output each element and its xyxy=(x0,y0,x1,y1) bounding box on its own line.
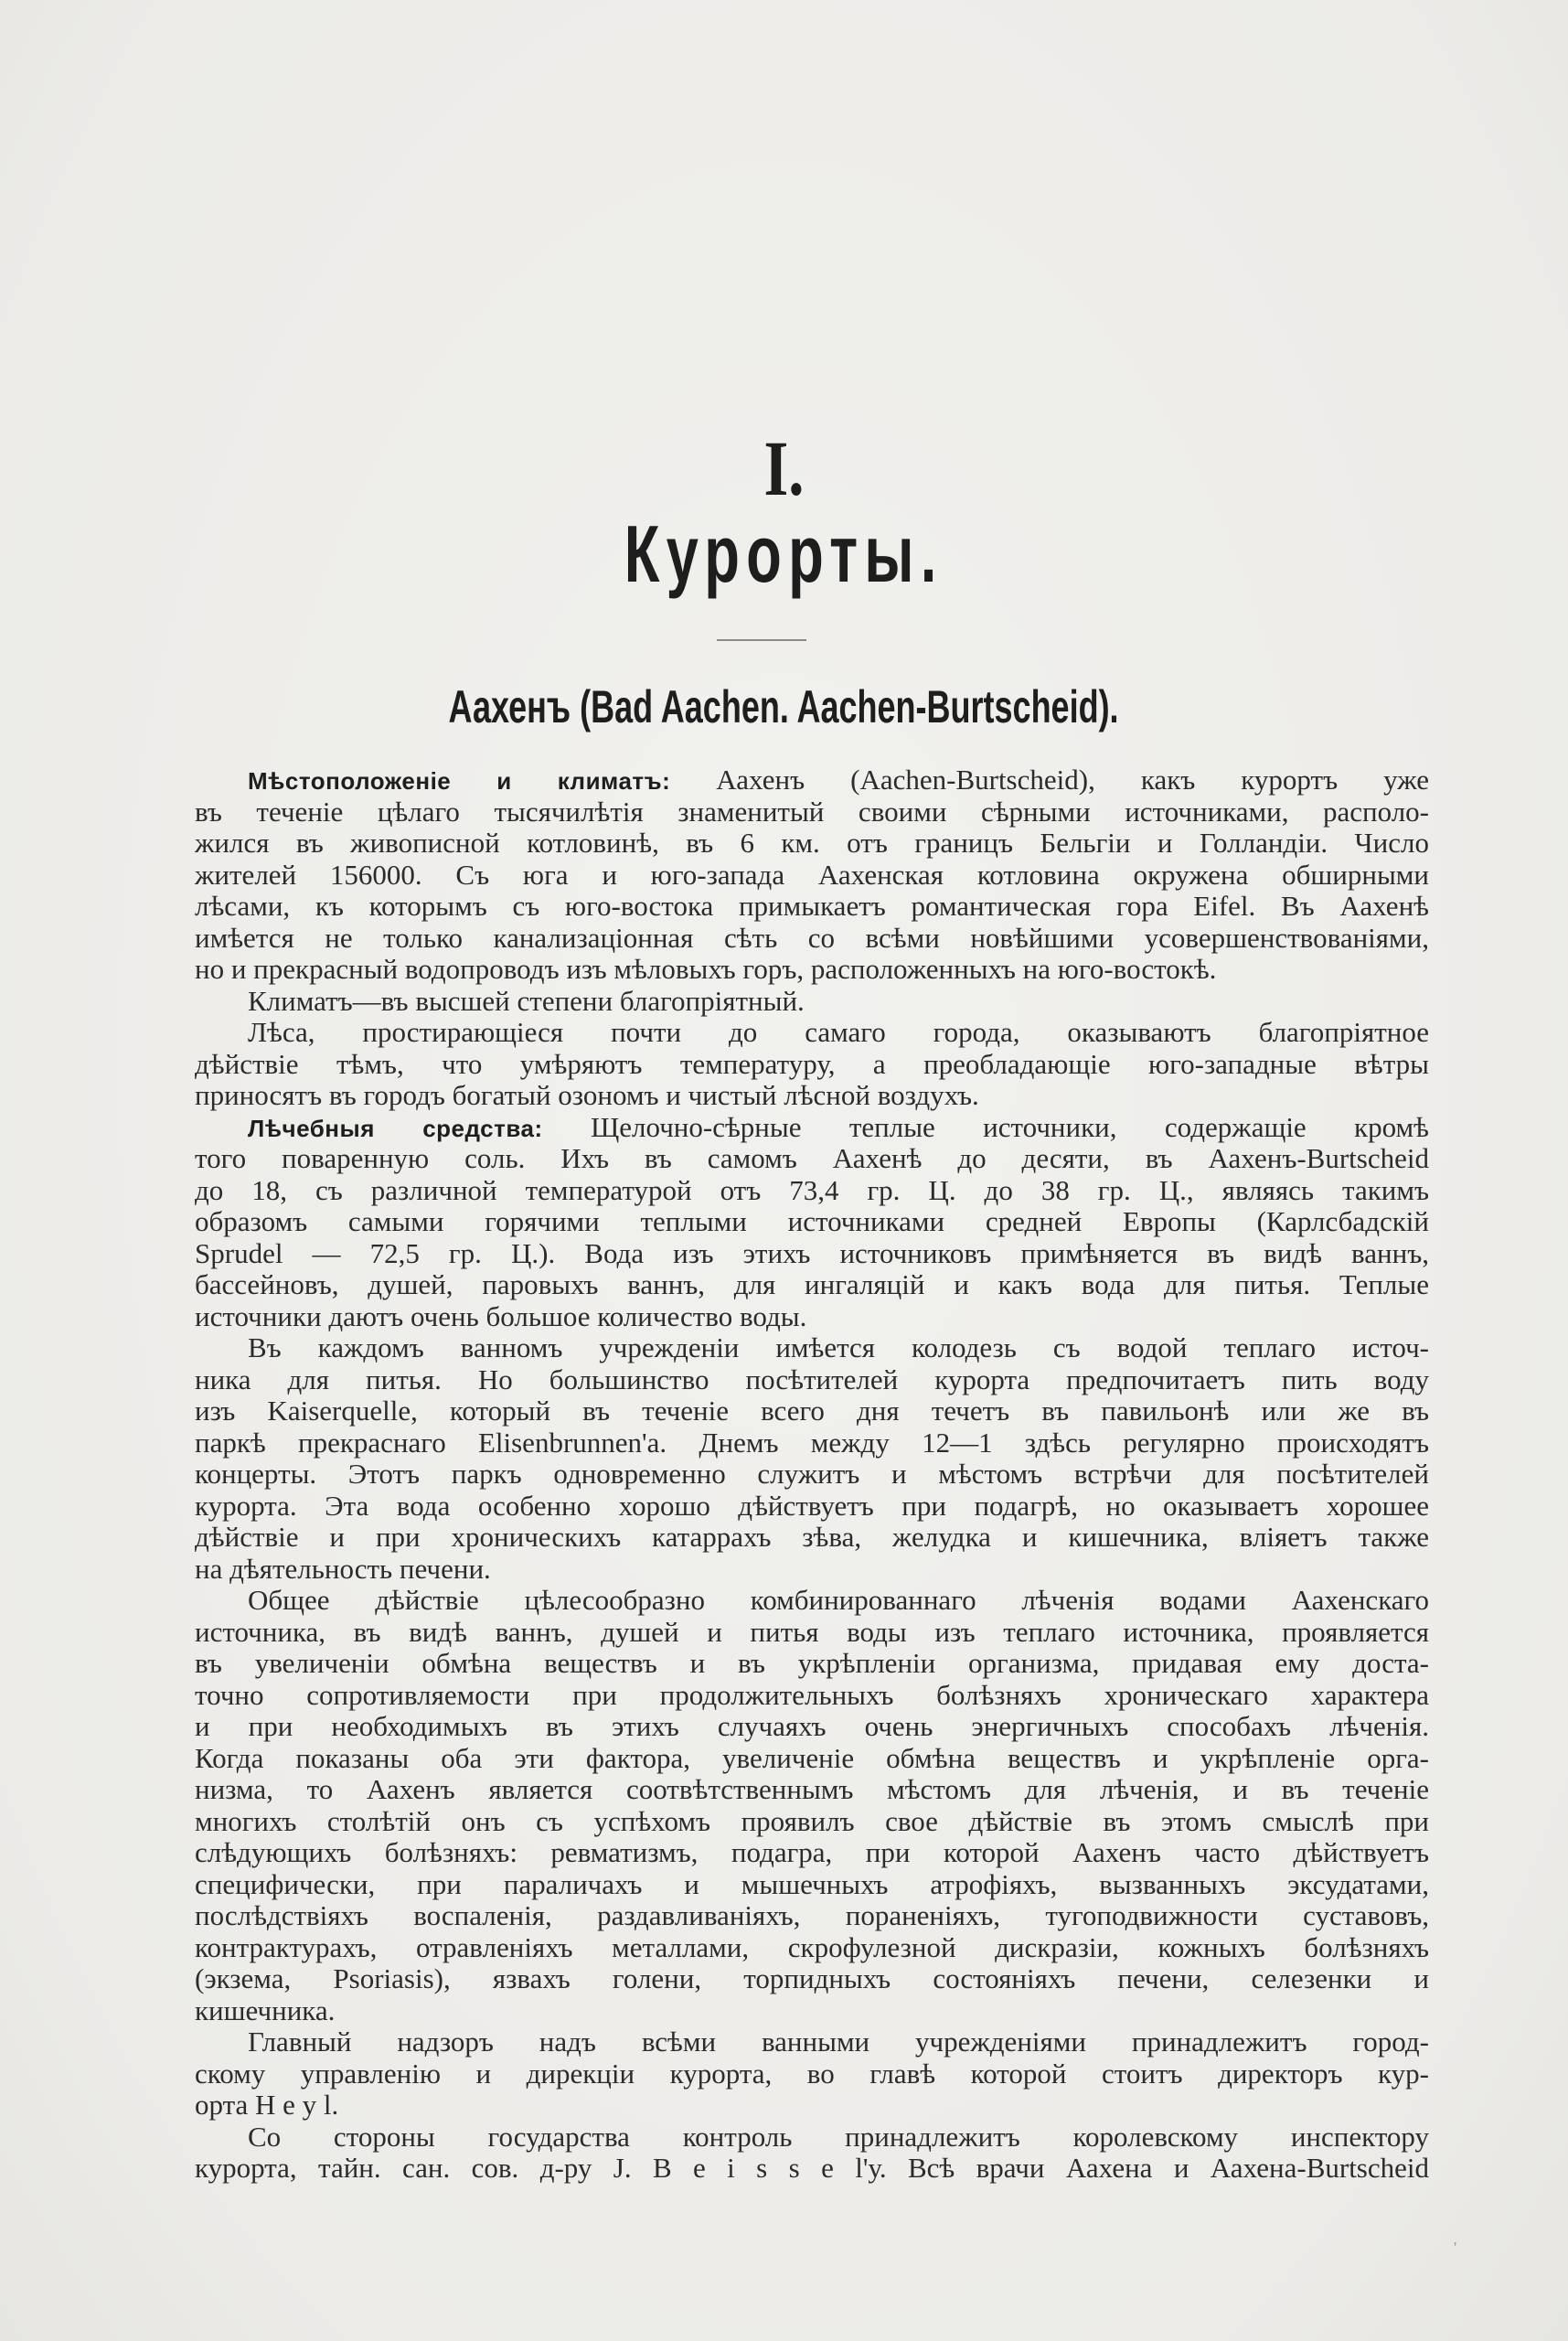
text-line xyxy=(195,1491,1429,1523)
text-line xyxy=(195,2090,1429,2122)
line-text: орта H e y l. xyxy=(195,2089,339,2121)
text-line xyxy=(195,1774,1429,1806)
line-text: специфически, при параличахъ и мышечныхъ атрофіяхъ, вызванныхъ эксудатами, xyxy=(195,1867,1429,1900)
text-line xyxy=(195,1112,1429,1144)
text-line xyxy=(195,828,1429,860)
line-text: приносятъ въ городъ богатый озономъ и чистый лѣсной воздухъ. xyxy=(195,1079,979,1111)
text-line xyxy=(195,2122,1429,2154)
line-text: скому управленію и дирекціи курорта, во главѣ которой стоитъ директоръ кур- xyxy=(195,2057,1429,2090)
chapter-title-text: Курорты. xyxy=(624,508,944,599)
paragraph xyxy=(195,986,1429,1018)
text-line xyxy=(195,1238,1429,1270)
line-text: того поваренную соль. Ихъ въ самомъ Аахенѣ до десяти, въ Аахенъ-Burtscheid xyxy=(195,1142,1429,1174)
page-mark: ' xyxy=(1454,2239,1457,2257)
line-text: ника для питья. Но большинство посѣтителей курорта предпочитаетъ пить воду xyxy=(195,1363,1429,1395)
text-line xyxy=(195,1869,1429,1901)
section-title-text: Аахенъ (Bad Aachen. Aachen-Burtscheid). xyxy=(448,681,1120,732)
line-text: контрактурахъ, отравленіяхъ металлами, скрофулезной дискразіи, кожныхъ болѣзняхъ xyxy=(195,1930,1429,1963)
line-text: дѣйствіе и при хроническихъ катаррахъ зѣва, желудка и кишечника, вліяетъ также xyxy=(195,1521,1429,1553)
text-line xyxy=(195,1554,1429,1586)
line-text: бассейновъ, душей, паровыхъ ваннъ, для ингаляцій и какъ вода для питья. Теплые xyxy=(195,1268,1429,1300)
divider-rule xyxy=(717,639,806,641)
text-line xyxy=(195,1680,1429,1712)
chapter-number: I. xyxy=(763,424,805,512)
line-text: на дѣятельность печени. xyxy=(195,1552,491,1585)
text-line xyxy=(195,1080,1429,1112)
text-line xyxy=(195,1143,1429,1175)
line-text: дѣйствіе тѣмъ, что умѣряютъ температуру, а преобладающіе юго-западные вѣтры xyxy=(195,1047,1429,1080)
body-text xyxy=(195,764,1429,2185)
line-text: лѣсами, къ которымъ съ юго-востока примыкаетъ романтическая гора Eifel. Въ Аахенѣ xyxy=(195,890,1429,922)
text-line xyxy=(195,986,1429,1018)
line-text: кишечника. xyxy=(195,1994,336,2026)
paragraph xyxy=(195,1017,1429,1112)
text-line xyxy=(195,1301,1429,1333)
paragraph-lead: Лѣчебныя средства: xyxy=(248,1114,543,1142)
text-line xyxy=(195,1617,1429,1649)
line-text: образомъ самыми горячими теплыми источниками средней Европы (Карлсбадскій xyxy=(195,1205,1429,1237)
text-line xyxy=(195,1743,1429,1775)
paragraph xyxy=(195,1112,1429,1333)
line-text: паркѣ прекраснаго Elisenbrunnen'а. Днемъ между 12—1 здѣсь регулярно происходятъ xyxy=(195,1426,1429,1459)
line-text: Климатъ—въ высшей степени благопріятный. xyxy=(248,984,805,1017)
paragraph xyxy=(195,1585,1429,2026)
line-text: въ теченіе цѣлаго тысячилѣтія знаменитый своими сѣрными источниками, располо- xyxy=(195,795,1429,828)
line-text: курорта, тайн. сан. сов. д-ру J. B e i s s e l'у. Всѣ врачи Аахена и Аахена-Burtscheid xyxy=(195,2152,1429,2184)
text-line xyxy=(195,1837,1429,1869)
line-text: точно сопротивляемости при продолжительныхъ болѣзняхъ хроническаго характера xyxy=(195,1678,1429,1711)
line-text: Аахенъ (Aachen-Burtscheid), какъ курортъ уже xyxy=(670,764,1429,796)
text-line xyxy=(195,1049,1429,1081)
text-line xyxy=(195,1995,1429,2027)
line-text: (экзема, Psoriasis), язвахъ голени, торпидныхъ состояніяхъ печени, селезенки и xyxy=(195,1962,1429,1994)
line-text: слѣдующихъ болѣзняхъ: ревматизмъ, подагра, при которой Аахенъ часто дѣйствуетъ xyxy=(195,1836,1429,1868)
line-text: въ увеличеніи обмѣна веществъ и въ укрѣпленіи организма, придавая ему доста- xyxy=(195,1647,1429,1679)
text-line xyxy=(195,2058,1429,2090)
line-text: Со стороны государства контроль принадлежитъ королевскому инспектору xyxy=(248,2120,1429,2153)
text-line xyxy=(195,1585,1429,1617)
line-text: Общее дѣйствіе цѣлесообразно комбинированнаго лѣченія водами Аахенскаго xyxy=(248,1584,1429,1616)
text-line xyxy=(195,1522,1429,1554)
line-text: Въ каждомъ ванномъ учрежденіи имѣется колодезь съ водой теплаго источ- xyxy=(248,1331,1429,1363)
paragraph xyxy=(195,764,1429,986)
line-text: и при необходимыхъ въ этихъ случаяхъ очень энергичныхъ способахъ лѣченія. xyxy=(195,1710,1429,1742)
text-line xyxy=(195,1963,1429,1995)
line-text: источники даютъ очень большое количество воды. xyxy=(195,1299,807,1332)
text-line xyxy=(195,891,1429,923)
line-text: послѣдствіяхъ воспаленія, раздавливаніяхъ, пораненіяхъ, тугоподвижности суставовъ, xyxy=(195,1899,1429,1931)
line-text: Щелочно-сѣрные теплые источники, содержащіе кромѣ xyxy=(542,1110,1429,1143)
line-text: изъ Kaiserquelle, который въ теченіе всего дня течетъ въ павильонѣ или же въ xyxy=(195,1395,1429,1427)
text-line xyxy=(195,923,1429,955)
text-line xyxy=(195,860,1429,892)
line-text: жителей 156000. Съ юга и юго-запада Аахенская котловина окружена обширными xyxy=(195,858,1429,891)
text-line xyxy=(195,2153,1429,2185)
line-text: Лѣса, простирающіеся почти до самаго города, оказываютъ благопріятное xyxy=(248,1016,1429,1048)
text-line xyxy=(195,1332,1429,1364)
chapter-title xyxy=(0,508,1568,601)
text-line xyxy=(195,796,1429,828)
line-text: курорта. Эта вода особенно хорошо дѣйствуетъ при подагрѣ, но оказываетъ хорошее xyxy=(195,1489,1429,1522)
line-text: концерты. Этотъ паркъ одновременно служитъ и мѣстомъ встрѣчи для посѣтителей xyxy=(195,1458,1429,1490)
text-line xyxy=(195,2026,1429,2058)
text-line xyxy=(195,1017,1429,1049)
text-line xyxy=(195,1206,1429,1238)
section-title xyxy=(0,680,1568,733)
line-text: Главный надзоръ надъ всѣми ванными учрежденіями принадлежитъ город- xyxy=(248,2026,1429,2058)
line-text: но и прекрасный водопроводъ изъ мѣловыхъ горъ, расположенныхъ на юго-востокѣ. xyxy=(195,953,1217,985)
line-text: Sprudel — 72,5 гр. Ц.). Вода изъ этихъ источниковъ примѣняется въ видѣ ваннъ, xyxy=(195,1236,1429,1269)
text-line xyxy=(195,1427,1429,1459)
text-line xyxy=(195,954,1429,986)
text-line xyxy=(195,1900,1429,1932)
text-line xyxy=(195,1395,1429,1427)
line-text: до 18, съ различной температурой отъ 73,4 гр. Ц. до 38 гр. Ц., являясь такимъ xyxy=(195,1173,1429,1206)
line-text: источника, въ видѣ ваннъ, душей и питья воды изъ теплаго источника, проявляется xyxy=(195,1615,1429,1648)
text-line xyxy=(195,764,1429,796)
line-text: Когда показаны оба эти фактора, увеличеніе обмѣна веществъ и укрѣпленіе орга- xyxy=(195,1741,1429,1774)
text-line xyxy=(195,1932,1429,1964)
text-line xyxy=(195,1175,1429,1207)
text-line xyxy=(195,1711,1429,1743)
text-line xyxy=(195,1806,1429,1838)
line-text: многихъ столѣтій онъ съ успѣхомъ проявилъ свое дѣйствіе въ этомъ смыслѣ при xyxy=(195,1804,1429,1837)
text-line xyxy=(195,1269,1429,1301)
text-line xyxy=(195,1364,1429,1396)
text-line xyxy=(195,1648,1429,1680)
paragraph xyxy=(195,2122,1429,2185)
paragraph xyxy=(195,2026,1429,2122)
paragraph-lead: Мѣстоположеніе и климатъ: xyxy=(248,767,671,795)
text-line xyxy=(195,1459,1429,1491)
line-text: жился въ живописной котловинѣ, въ 6 км. отъ границъ Бельгіи и Голландіи. Число xyxy=(195,827,1429,859)
line-text: имѣется не только канализаціонная сѣть со всѣми новѣйшими усовершенствованіями, xyxy=(195,921,1429,954)
line-text: низма, то Аахенъ является соотвѣтственнымъ мѣстомъ для лѣченія, и въ теченіе xyxy=(195,1773,1429,1805)
paragraph xyxy=(195,1332,1429,1585)
